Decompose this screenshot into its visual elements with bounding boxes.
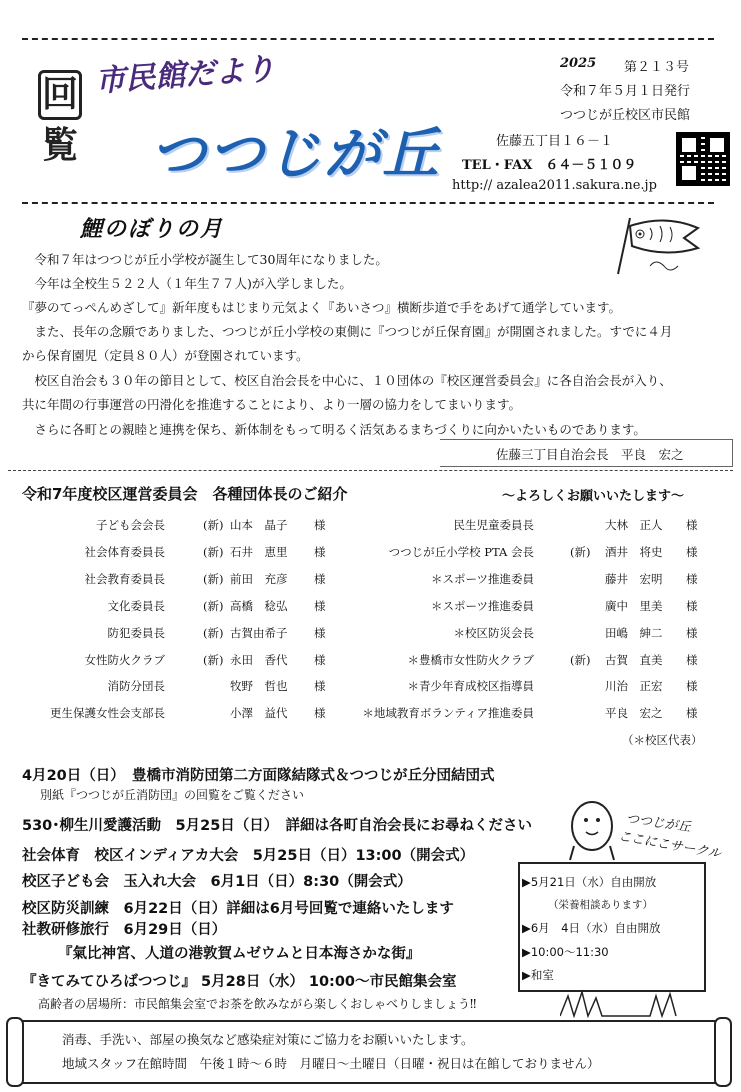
committee-role: ＊青少年育成校区指導員: [407, 679, 534, 693]
event-fire-brigade: 4月20日（日） 豊橋市消防団第二方面隊結隊式＆つつじが丘分団結団式: [22, 768, 495, 784]
committee-member-name: 牧野 哲也: [230, 679, 288, 693]
article-signature: 佐藤三丁目自治会長 平良 宏之: [496, 447, 684, 462]
header-bottom-divider: [22, 202, 714, 204]
honorific: 様: [314, 679, 326, 693]
publisher: つつじが丘校区市民館: [560, 108, 691, 123]
scroll-right-roll: [714, 1017, 732, 1087]
article-line: から保育園児（定員８０人）が登園されています。: [22, 348, 309, 363]
committee-role: ＊スポーツ推進委員: [430, 599, 534, 613]
committee-greeting: ～よろしくお願いいたします～: [502, 489, 685, 504]
honorific: 様: [686, 679, 698, 693]
qr-code-icon: [676, 132, 730, 186]
event-study-trip-detail: 『氣比神宮、人道の港敦賀ムゼウムと日本海さかな街』: [58, 946, 421, 962]
committee-role: 消防分団長: [107, 679, 165, 693]
committee-role: ＊校区防災会長: [453, 626, 534, 640]
newsletter-title: つつじが丘: [150, 122, 440, 187]
honorific: 様: [314, 706, 326, 720]
footer-infection-notice: 消毒、手洗い、部屋の換気など感染症対策にご協力をお願いいたします。: [62, 1032, 474, 1047]
grass-icon: [560, 988, 680, 1018]
tel-fax: TEL・FAX ６４－５１０９: [462, 158, 637, 173]
event-disaster-drill: 校区防災訓練 6月22日（日）詳細は6月号回覧で連絡いたします: [22, 901, 454, 917]
committee-member-name: 高橋 稔弘: [230, 599, 288, 613]
committee-member-name: 古賀 直美: [605, 653, 663, 667]
circle-title-2: ここにこサークル: [617, 829, 722, 862]
committee-role: 更生保護女性会支部長: [50, 706, 165, 720]
circle-title-1: つつじが丘: [624, 811, 692, 836]
footer-staff-hours: 地域スタッフ在館時間 午後１時～６時 月曜日～土曜日（日曜・祝日は在館しておりません）: [62, 1056, 600, 1071]
honorific: 様: [686, 653, 698, 667]
committee-role: ＊スポーツ推進委員: [430, 572, 534, 586]
new-marker: (新): [203, 518, 224, 532]
circle-time: ▶10:00～11:30: [522, 945, 609, 959]
event-study-trip: 社教研修旅行 6月29日（日）: [22, 922, 227, 938]
honorific: 様: [686, 626, 698, 640]
committee-member-name: 藤井 宏明: [605, 572, 663, 586]
issue-number: 第２１３号: [624, 60, 690, 75]
new-marker: (新): [203, 626, 224, 640]
committee-member-name: 酒井 将史: [605, 545, 663, 559]
committee-member-name: 永田 香代: [230, 653, 288, 667]
honorific: 様: [314, 518, 326, 532]
circle-date-1: ▶5月21日（水）自由開放: [522, 875, 657, 889]
committee-role: 社会教育委員長: [84, 572, 165, 586]
committee-member-name: 古賀由希子: [230, 626, 288, 640]
new-marker: (新): [203, 545, 224, 559]
committee-role: ＊地域教育ボランティア推進委員: [362, 706, 534, 720]
kairan-char-2: 覧: [41, 125, 78, 166]
committee-member-name: 小澤 益代: [230, 706, 288, 720]
circle-date-2: ▶6月 4日（水）自由開放: [522, 921, 661, 935]
event-river-cleanup: 530･柳生川愛護活動 5月25日（日） 詳細は各町自治会長にお尋ねください: [22, 818, 533, 834]
issue-date: 令和７年５月１日発行: [560, 84, 691, 99]
committee-role: 文化委員長: [107, 599, 165, 613]
committee-role: 女性防火クラブ: [84, 653, 165, 667]
event-hiroba-note: 高齢者の居場所：市民館集会室でお茶を飲みながら楽しくおしゃべりしましょう‼: [38, 997, 477, 1011]
article-line: 『夢のてっぺんめざして』新年度もはじまり元気よく『あいさつ』横断歩道で手をあげて通学しています。: [22, 300, 622, 315]
issue-year: 2025: [560, 56, 597, 71]
committee-role: 子ども会会長: [96, 518, 165, 532]
committee-role: 防犯委員長: [107, 626, 165, 640]
honorific: 様: [314, 653, 326, 667]
circle-mascot-icon: [560, 796, 620, 866]
newsletter-subtitle: 市民館だより: [94, 51, 277, 100]
committee-member-name: 川治 正宏: [605, 679, 663, 693]
committee-member-name: 平良 宏之: [605, 706, 663, 720]
honorific: 様: [686, 706, 698, 720]
top-divider: [22, 38, 714, 40]
new-marker: (新): [570, 653, 591, 667]
committee-member-name: 田嶋 紳二: [605, 626, 663, 640]
new-marker: (新): [570, 545, 591, 559]
committee-title: 令和7年度校区運営委員会 各種団体長のご紹介: [22, 485, 348, 503]
article-title: 鯉のぼりの月: [80, 217, 225, 242]
kairan-stamp: [38, 70, 82, 168]
event-fire-brigade-note: 別紙『つつじが丘消防団』の回覧をご覧ください: [40, 788, 305, 802]
honorific: 様: [686, 518, 698, 532]
article-line: 令和７年はつつじが丘小学校が誕生して30周年になりました。: [22, 252, 388, 267]
honorific: 様: [686, 572, 698, 586]
new-marker: (新): [203, 572, 224, 586]
event-hiroba: 『きてみてひろばつつじ』 5月28日（水） 10:00～市民館集会室: [22, 974, 457, 990]
committee-role: 社会体育委員長: [84, 545, 165, 559]
committee-role: 民生児童委員長: [453, 518, 534, 532]
committee-role: ＊豊橋市女性防火クラブ: [407, 653, 534, 667]
honorific: 様: [314, 599, 326, 613]
article-line: 校区自治会も３０年の節目として、校区自治会長を中心に、１０団体の『校区運営委員会』に各自治会長が入り、: [22, 373, 672, 388]
address: 佐藤五丁目１６－１: [496, 134, 614, 149]
committee-member-name: 廣中 里美: [605, 599, 663, 613]
circle-date-1-note: （栄養相談あります）: [548, 899, 653, 911]
committee-member-name: 大林 正人: [605, 518, 663, 532]
scroll-left-roll: [6, 1017, 24, 1087]
honorific: 様: [314, 545, 326, 559]
article-line: 共に年間の行事運営の円滑化を推進することにより、より一層の協力をしてまいります。: [22, 397, 522, 412]
committee-note: （＊校区代表）: [622, 733, 703, 747]
committee-member-name: 山本 晶子: [230, 518, 288, 532]
committee-member-name: 前田 充彦: [230, 572, 288, 586]
committee-role: つつじが丘小学校 PTA 会長: [388, 545, 534, 559]
honorific: 様: [314, 572, 326, 586]
honorific: 様: [686, 599, 698, 613]
article-line: 今年は全校生５２２人（１年生７７人)が入学しました。: [22, 276, 352, 291]
circle-place: ▶和室: [522, 968, 554, 982]
website-url: http:// azalea2011.sakura.ne.jp: [452, 178, 657, 193]
event-tamaire: 校区子ども会 玉入れ大会 6月1日（日）8:30（開会式）: [22, 874, 412, 890]
honorific: 様: [686, 545, 698, 559]
article-line: さらに各町との親睦と連携を保ち、新体制をもって明るく活気あるまちづくりに向かいたいものであります。: [22, 422, 646, 437]
koinobori-icon: [610, 214, 708, 280]
section-divider: [8, 470, 733, 471]
event-indiaca: 社会体育 校区インディアカ大会 5月25日（日）13:00（開会式）: [22, 848, 475, 864]
new-marker: (新): [203, 653, 224, 667]
kairan-char-1: 回: [38, 70, 82, 120]
new-marker: (新): [203, 599, 224, 613]
honorific: 様: [314, 626, 326, 640]
committee-member-name: 石井 恵里: [230, 545, 288, 559]
article-line: また、長年の念願でありました、つつじが丘小学校の東側に『つつじが丘保育園』が開園されました。すでに４月: [22, 324, 673, 339]
